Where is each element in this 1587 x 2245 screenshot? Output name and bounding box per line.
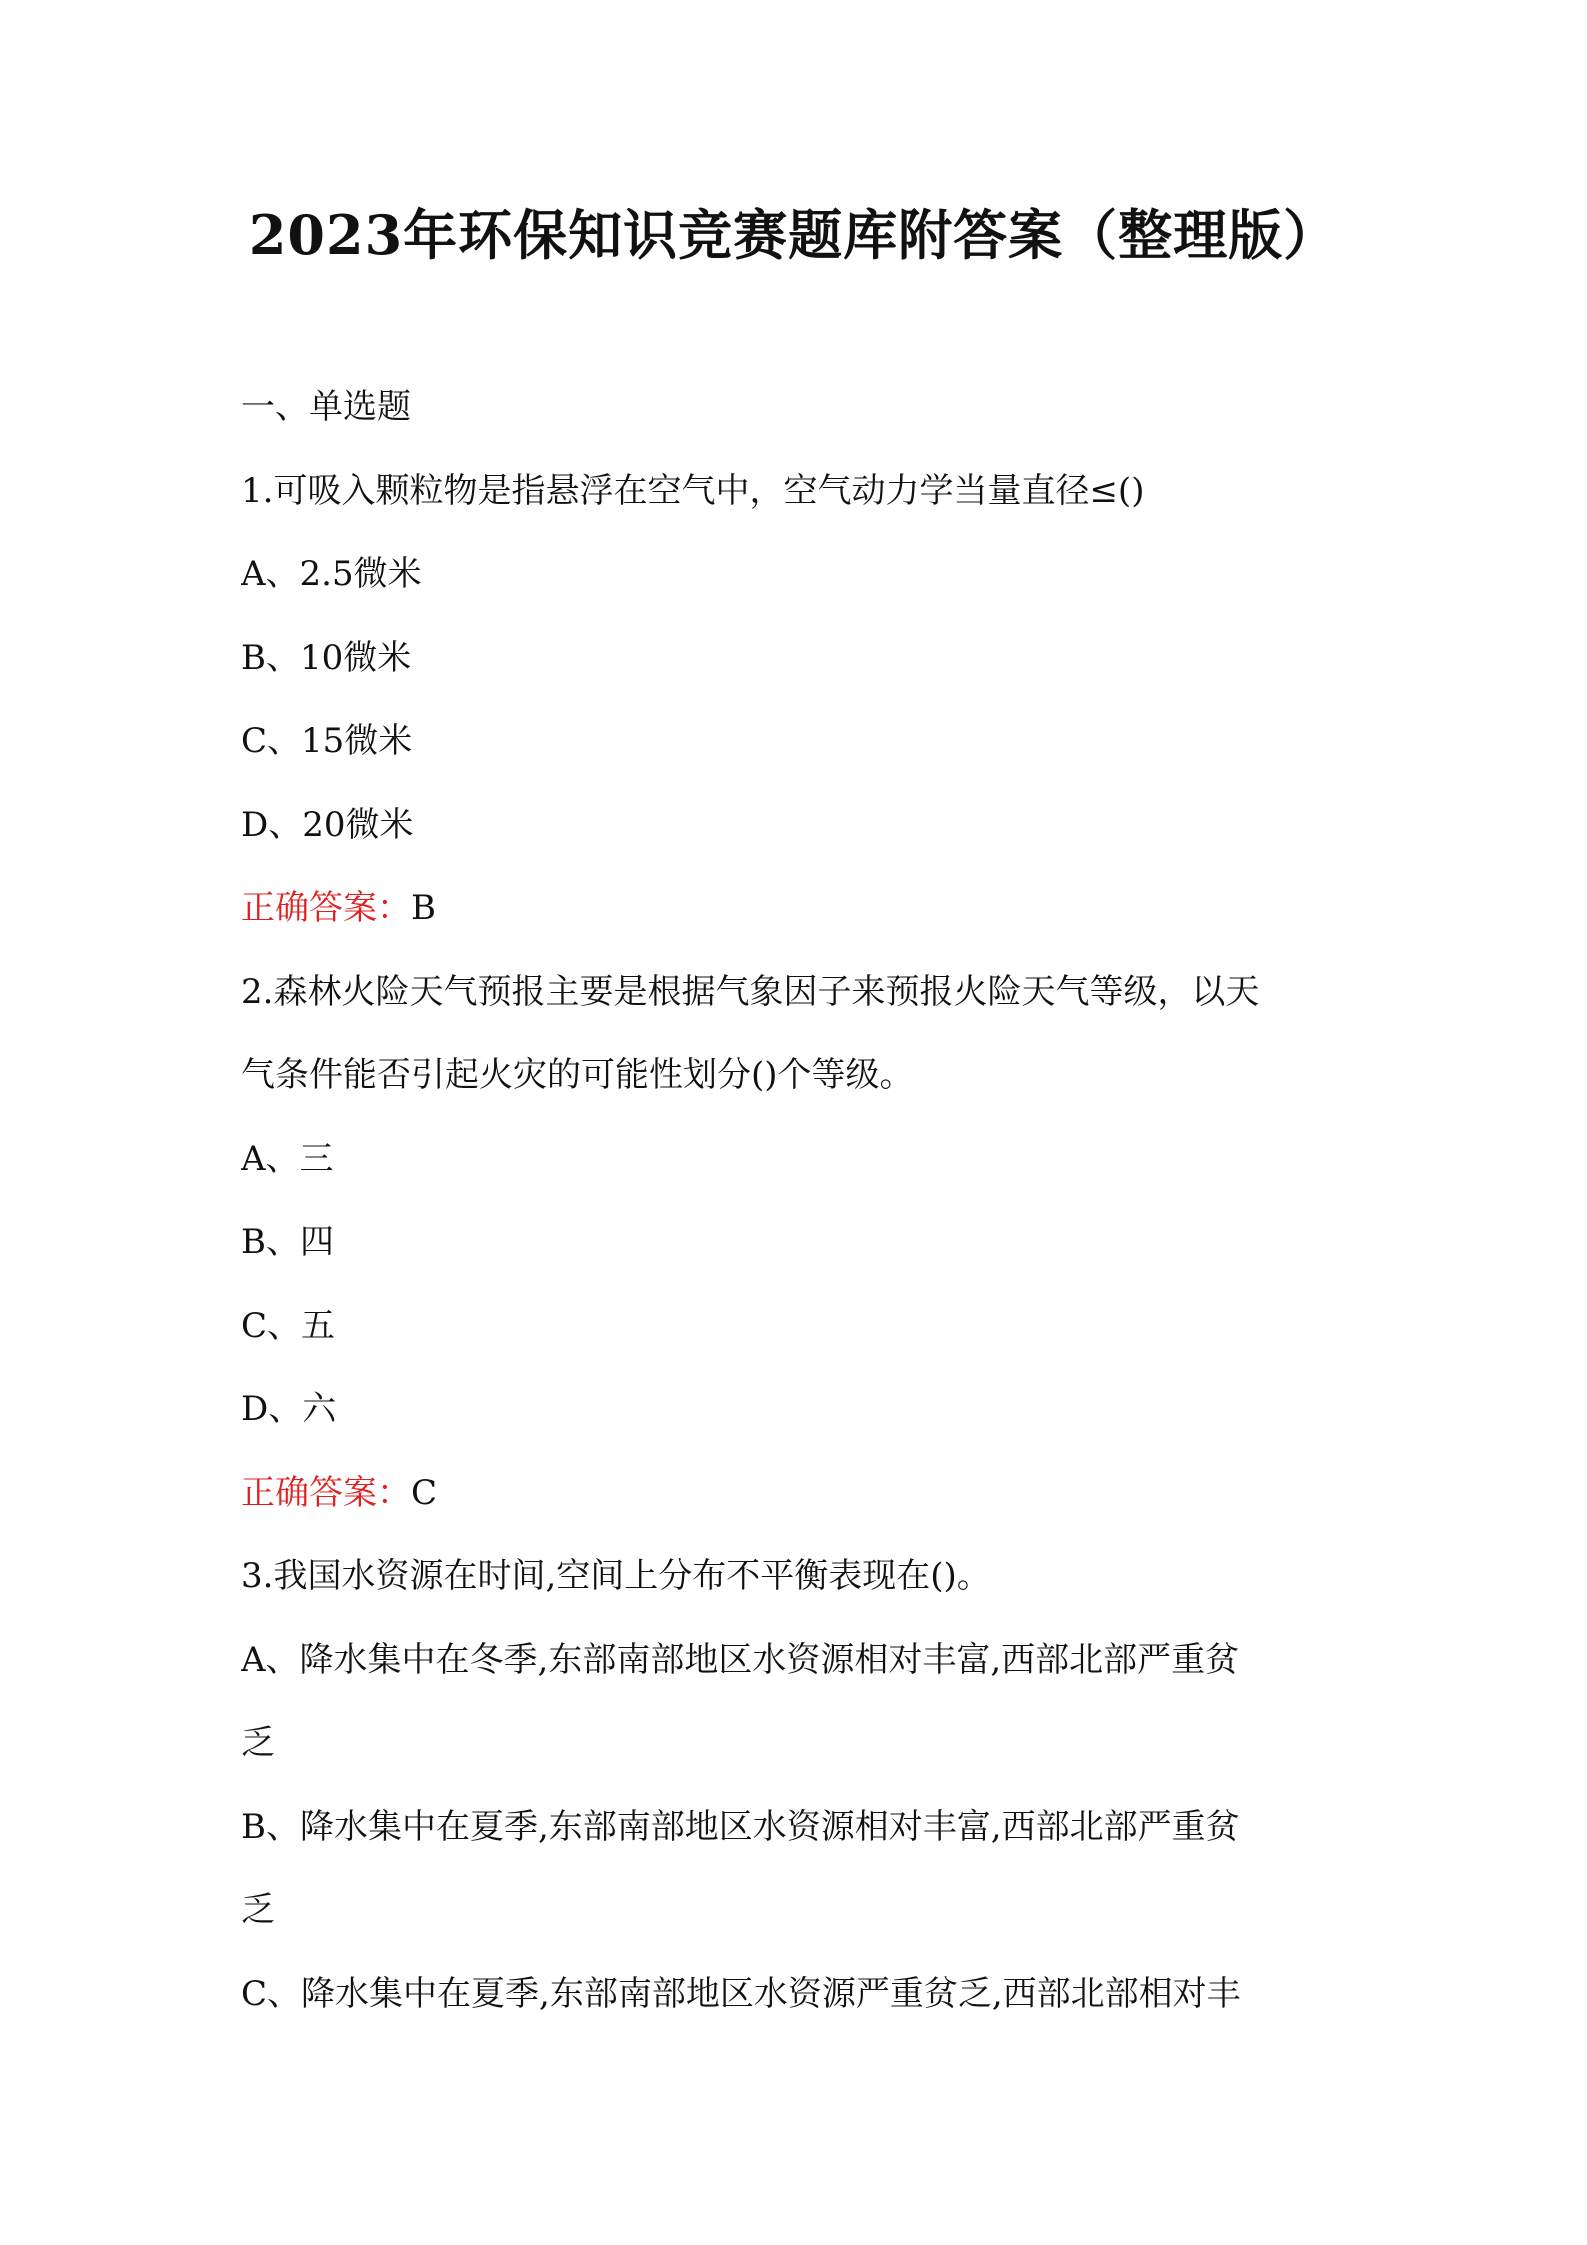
answer-value: B bbox=[411, 888, 436, 928]
option-a: A、降水集中在冬季,东部南部地区水资源相对丰富,西部北部严重贫 bbox=[241, 1639, 1240, 1680]
document-title: 2023年环保知识竞赛题库附答案（整理版） bbox=[248, 203, 1339, 267]
section-heading: 一、单选题 bbox=[241, 387, 411, 427]
option-b: B、降水集中在夏季,东部南部地区水资源相对丰富,西部北部严重贫 bbox=[241, 1806, 1240, 1847]
question-3 bbox=[241, 1535, 1359, 2036]
option-b: B、10微米 bbox=[241, 637, 412, 678]
question-2 bbox=[241, 951, 1359, 1536]
option-b: B、四 bbox=[241, 1222, 334, 1262]
answer-line bbox=[241, 867, 1359, 951]
answer-label: 正确答案： bbox=[241, 888, 411, 928]
option-b-continued: 乏 bbox=[241, 1890, 275, 1930]
option-a-continued: 乏 bbox=[241, 1723, 275, 1763]
answer-line bbox=[241, 1452, 1359, 1536]
answer-label: 正确答案： bbox=[241, 1472, 411, 1513]
option-d: D、六 bbox=[241, 1389, 337, 1429]
option-a: A、三 bbox=[241, 1138, 334, 1179]
option-c: C、降水集中在夏季,东部南部地区水资源严重贫乏,西部北部相对丰 bbox=[241, 1973, 1241, 2014]
question-stem-line: 气条件能否引起火灾的可能性划分()个等级。 bbox=[241, 1055, 914, 1095]
question-list bbox=[241, 366, 1359, 2036]
question-1 bbox=[241, 450, 1359, 951]
option-a: A、2.5微米 bbox=[241, 554, 422, 594]
question-stem-line: 2.森林火险天气预报主要是根据气象因子来预报火险天气等级，以天 bbox=[241, 971, 1260, 1012]
answer-value: C bbox=[411, 1472, 438, 1513]
option-c: C、五 bbox=[241, 1305, 336, 1346]
option-c: C、15微米 bbox=[241, 721, 413, 761]
question-stem-line: 1.可吸入颗粒物是指悬浮在空气中，空气动力学当量直径≤() bbox=[241, 470, 1145, 511]
option-d: D、20微米 bbox=[241, 804, 414, 845]
question-stem-line: 3.我国水资源在时间,空间上分布不平衡表现在()。 bbox=[241, 1556, 991, 1596]
